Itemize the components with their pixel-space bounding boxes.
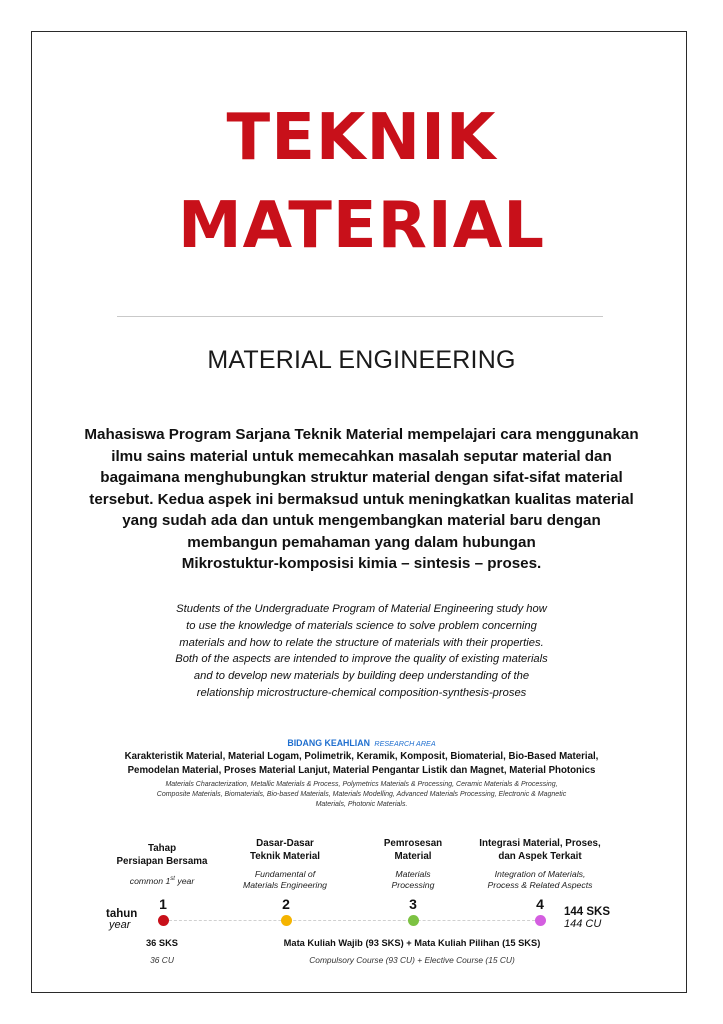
subtitle: MATERIAL ENGINEERING — [207, 346, 516, 374]
stage-4-name-en — [465, 869, 615, 891]
description-id-line: tersebut. Kedua aspek ini bermaksud untuk meningkatkan kualitas material — [89, 490, 634, 508]
research-area-title: BIDANG KEAHLIAN — [287, 738, 370, 748]
description-en-line: Both of the aspects are intended to improve the quality of existing materials — [175, 653, 548, 666]
title-line-2: MATERIAL — [177, 189, 546, 263]
stage-name-line: Persiapan Bersama — [116, 855, 208, 867]
description-en-line: materials and how to relate the structure of materials with their properties. — [179, 636, 544, 649]
research-area-list-en — [100, 780, 623, 810]
stage-name-line: Material — [394, 850, 432, 862]
description-id-line: yang sudah ada dan untuk mengembangkan material baru dengan — [122, 512, 601, 529]
total-credits-en: 144 CU — [564, 918, 602, 930]
stage-name-line: dan Aspek Terkait — [498, 850, 582, 862]
research-area-id-line: Karakteristik Material, Material Logam, Polimetrik, Keramik, Komposit, Biomaterial, Bio-Based Material, — [124, 751, 599, 762]
research-area-list-id — [90, 750, 633, 778]
year-label: tahun — [106, 908, 138, 920]
stage-name-en-line: Materials Engineering — [242, 880, 328, 890]
divider — [117, 316, 603, 317]
stage-4-dot — [535, 915, 546, 926]
timeline-line — [164, 920, 540, 921]
description-id-line: Mahasiswa Program Sarjana Teknik Material mempelajari cara menggunakan — [84, 426, 639, 443]
course-credits: Mata Kuliah Wajib (93 SKS) + Mata Kuliah Pilihan (15 SKS) — [283, 938, 541, 948]
description-english — [120, 601, 603, 702]
research-area-id-line: Pemodelan Material, Proses Material Lanjut, Material Pengantar Listik dan Magnet, Material Photonics — [127, 765, 596, 776]
research-area-heading — [0, 738, 723, 748]
stage-4 — [465, 838, 615, 891]
stage-1-dot — [158, 915, 169, 926]
description-en-line: and to develop new materials by building deep understanding of the — [193, 670, 530, 683]
total-credits: 144 SKS — [564, 906, 611, 918]
stage-name-line: Integrasi Material, Proses, — [479, 838, 601, 849]
stage-name-en-line: Processing — [391, 880, 435, 890]
stage-1-number: 1 — [159, 896, 167, 912]
stage-3-number: 3 — [409, 896, 417, 912]
description-id-line: bagaimana menghubungkan struktur material dengan sifat-sifat material — [100, 469, 623, 486]
description-en-line: relationship microstructure-chemical composition-synthesis-proses — [196, 686, 527, 699]
description-id-line: membangun pemahaman yang dalam hubungan — [187, 533, 536, 551]
description-en-line: Students of the Undergraduate Program of Material Engineering study how — [176, 603, 547, 615]
common-credits-en: 36 CU — [150, 955, 174, 965]
stage-name-en-line: Fundamental of — [254, 869, 316, 879]
title-line-1: TEKNIK — [226, 101, 497, 175]
stage-2-number: 2 — [282, 896, 290, 912]
course-credits-en: Compulsory Course (93 CU) + Elective Course (15 CU) — [309, 955, 515, 965]
research-area-en-line: Materials, Photonic Materials. — [315, 801, 408, 808]
stage-4-name-id — [465, 838, 615, 863]
common-credits: 36 SKS — [145, 938, 179, 948]
stage-name-en-line: Integration of Materials, — [494, 869, 586, 879]
research-area-en-line: Materials Characterization, Metallic Materials & Process, Polymetrics Materials & Processing, Ceramic Materials & Processing, — [165, 781, 558, 788]
description-id-line: ilmu sains material untuk memecahkan masalah seputar material dan — [111, 447, 612, 465]
stage-name-line: Pemrosesan — [383, 838, 443, 849]
stage-name-line: Tahap — [147, 843, 177, 854]
description-id-line: Mikrostuktur-komposisi kimia – sintesis – proses. — [181, 555, 542, 572]
stage-name-en-line: Process & Related Aspects — [487, 880, 593, 890]
description-en-line: to use the knowledge of materials science to solve problem concerning — [186, 619, 537, 632]
stage-2-dot — [281, 915, 292, 926]
stage-4-number: 4 — [536, 896, 544, 912]
stage-name-line: Teknik Material — [249, 850, 321, 862]
research-area-en-line: Composite Materials, Biomaterials, Bio-based Materials, Materials Modelling, Advanced Materials Processing, Electronic & Magnetic — [156, 791, 567, 798]
stage-name-en-line: Materials — [395, 869, 431, 879]
stage-name-en-line: common 1st year — [129, 875, 195, 886]
description-indonesian — [80, 424, 643, 575]
year-label-en: year — [109, 919, 131, 931]
stage-name-line: Dasar-Dasar — [256, 838, 314, 849]
research-area-title-en: RESEARCH AREA — [374, 739, 436, 748]
stage-3-dot — [408, 915, 419, 926]
